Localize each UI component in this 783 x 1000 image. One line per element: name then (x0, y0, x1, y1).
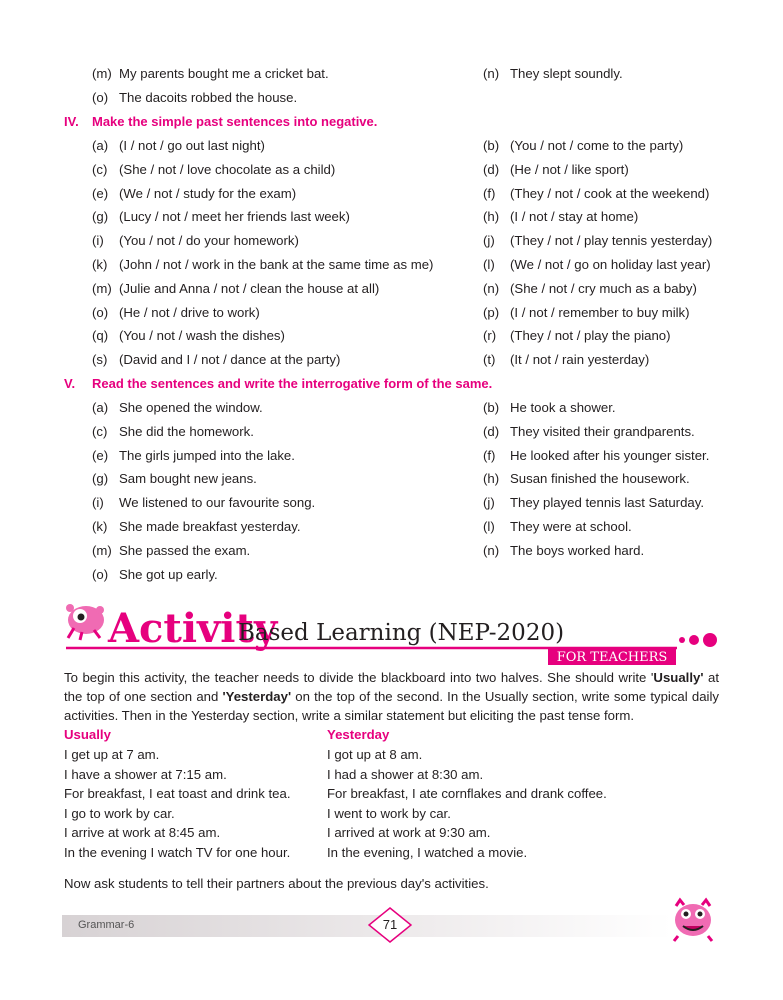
item-text: (I / not / stay at home) (510, 209, 639, 225)
item-text: She got up early. (119, 566, 218, 582)
activity-subtitle: Based Learning (NEP-2020) (238, 620, 565, 646)
activity-intro (64, 668, 719, 725)
item-label: (s) (92, 352, 108, 368)
yesterday-keyword: 'Yesterday' (222, 689, 292, 704)
item-text: (She / not / cry much as a baby) (510, 280, 697, 296)
item-label: (m) (92, 66, 112, 81)
item-text: (We / not / go on holiday last year) (510, 257, 711, 272)
item-label: (p) (483, 304, 500, 320)
item-label: (a) (92, 138, 109, 153)
mascot-icon (66, 604, 104, 640)
intro-text: To begin this activity, the teacher needs to divide the blackboard into two halves. She should write ' (64, 670, 654, 685)
item-label: (k) (92, 257, 108, 272)
routine-line: I go to work by car. (64, 805, 175, 821)
item-text: (We / not / study for the exam) (119, 185, 297, 201)
item-text: The girls jumped into the lake. (119, 447, 295, 463)
item-text: (They / not / cook at the weekend) (510, 185, 710, 201)
routine-line: In the evening, I watched a movie. (327, 844, 528, 860)
item-label: (g) (92, 471, 109, 487)
decor-dot (703, 633, 717, 647)
item-text: They slept soundly. (510, 66, 623, 81)
item-label: (j) (483, 233, 495, 249)
item-text: They played tennis last Saturday. (510, 495, 705, 511)
item-text: (You / not / come to the party) (510, 138, 684, 153)
item-label: (f) (483, 447, 496, 463)
activity-closing: Now ask students to tell their partners about the previous day's activities. (64, 876, 489, 891)
routine-line: I got up at 8 am. (327, 747, 423, 762)
decor-dot (689, 635, 699, 645)
item-text: (Lucy / not / meet her friends last week) (119, 209, 350, 225)
item-text: She made breakfast yesterday. (119, 519, 301, 534)
item-label: (a) (92, 400, 109, 415)
item-label: (r) (483, 328, 497, 344)
item-text: Sam bought new jeans. (119, 471, 257, 487)
usually-heading: Usually (64, 727, 111, 742)
item-text: Susan finished the housework. (510, 471, 690, 487)
item-text: The dacoits robbed the house. (119, 90, 298, 105)
item-text: (He / not / drive to work) (119, 304, 260, 320)
item-label: (e) (92, 185, 109, 201)
item-text: (Julie and Anna / not / clean the house at all) (119, 280, 380, 296)
section-title: Make the simple past sentences into negative. (92, 114, 378, 129)
activity-banner (62, 596, 722, 666)
routine-line: For breakfast, I ate cornflakes and drank coffee. (327, 786, 607, 801)
item-label: (o) (92, 566, 109, 582)
item-label: (h) (483, 209, 500, 225)
item-label: (i) (92, 495, 104, 511)
item-label: (l) (483, 257, 495, 272)
item-label: (o) (92, 304, 109, 320)
routine-line: I went to work by car. (327, 805, 451, 821)
item-label: (n) (483, 542, 500, 558)
routine-line: I arrived at work at 9:30 am. (327, 825, 491, 840)
routine-line: I arrive at work at 8:45 am. (64, 825, 221, 840)
item-text: We listened to our favourite song. (119, 495, 316, 511)
item-text: (It / not / rain yesterday) (510, 352, 650, 368)
routine-line: I have a shower at 7:15 am. (64, 766, 227, 782)
page-number: 71 (382, 917, 398, 932)
item-label: (t) (483, 352, 496, 368)
item-text: She opened the window. (119, 400, 263, 415)
routine-line: For breakfast, I eat toast and drink tea. (64, 786, 291, 801)
item-text: The boys worked hard. (510, 542, 645, 558)
item-text: They were at school. (510, 519, 632, 534)
monster-icon (668, 896, 718, 942)
item-text: My parents bought me a cricket bat. (119, 66, 329, 81)
item-text: She did the homework. (119, 423, 254, 439)
item-text: (John / not / work in the bank at the same time as me) (119, 257, 434, 272)
activity-word: Activity (108, 605, 278, 652)
item-text: (You / not / wash the dishes) (119, 328, 285, 344)
item-text: He took a shower. (510, 400, 616, 415)
item-label: (c) (92, 161, 108, 177)
item-label: (b) (483, 138, 500, 153)
routine-line: In the evening I watch TV for one hour. (64, 844, 291, 860)
item-label: (h) (483, 471, 500, 487)
section-number: IV. (64, 114, 79, 129)
section-title: Read the sentences and write the interrogative form of the same. (92, 376, 493, 391)
item-text: She passed the exam. (119, 542, 251, 558)
intro-text: on the top of the second. In the Usually section, write some typical daily activities. Then in the Yesterday section, write a similar statement but eliciting the past tense form. (64, 689, 719, 723)
intro-text: at the top of one section and (64, 670, 719, 704)
yesterday-list (327, 745, 607, 862)
decor-dot (679, 637, 685, 643)
footer-bar (62, 915, 672, 937)
item-label: (n) (483, 280, 500, 296)
item-label: (q) (92, 328, 109, 344)
item-label: (b) (483, 400, 500, 415)
yesterday-heading: Yesterday (327, 727, 390, 742)
item-label: (e) (92, 447, 109, 463)
item-label: (j) (483, 495, 495, 511)
item-text: (David and I / not / dance at the party) (119, 352, 341, 368)
item-text: (They / not / play the piano) (510, 328, 671, 344)
routine-line: I get up at 7 am. (64, 747, 160, 762)
item-text: He looked after his younger sister. (510, 447, 710, 463)
section-number: V. (64, 376, 76, 391)
badge-text: FOR TEACHERS (556, 650, 668, 665)
item-label: (f) (483, 185, 496, 201)
routine-line: I had a shower at 8:30 am. (327, 766, 484, 782)
usually-list (64, 745, 291, 862)
book-title: Grammar-6 (78, 919, 135, 931)
item-label: (n) (483, 66, 500, 81)
item-label: (o) (92, 90, 109, 105)
item-text: (I / not / remember to buy milk) (510, 304, 690, 320)
item-text: They visited their grandparents. (510, 423, 695, 439)
item-label: (m) (92, 280, 112, 296)
item-label: (l) (483, 519, 495, 534)
item-text: (You / not / do your homework) (119, 233, 299, 249)
item-label: (m) (92, 542, 112, 558)
item-label: (c) (92, 423, 108, 439)
item-text: (She / not / love chocolate as a child) (119, 161, 336, 177)
item-text: (They / not / play tennis yesterday) (510, 233, 713, 249)
item-label: (g) (92, 209, 109, 225)
item-text: (He / not / like sport) (510, 161, 629, 177)
usually-keyword: Usually' (653, 670, 704, 685)
item-label: (i) (92, 233, 104, 249)
item-label: (d) (483, 161, 500, 177)
item-text: (I / not / go out last night) (119, 138, 265, 153)
item-label: (k) (92, 519, 108, 534)
item-label: (d) (483, 423, 500, 439)
